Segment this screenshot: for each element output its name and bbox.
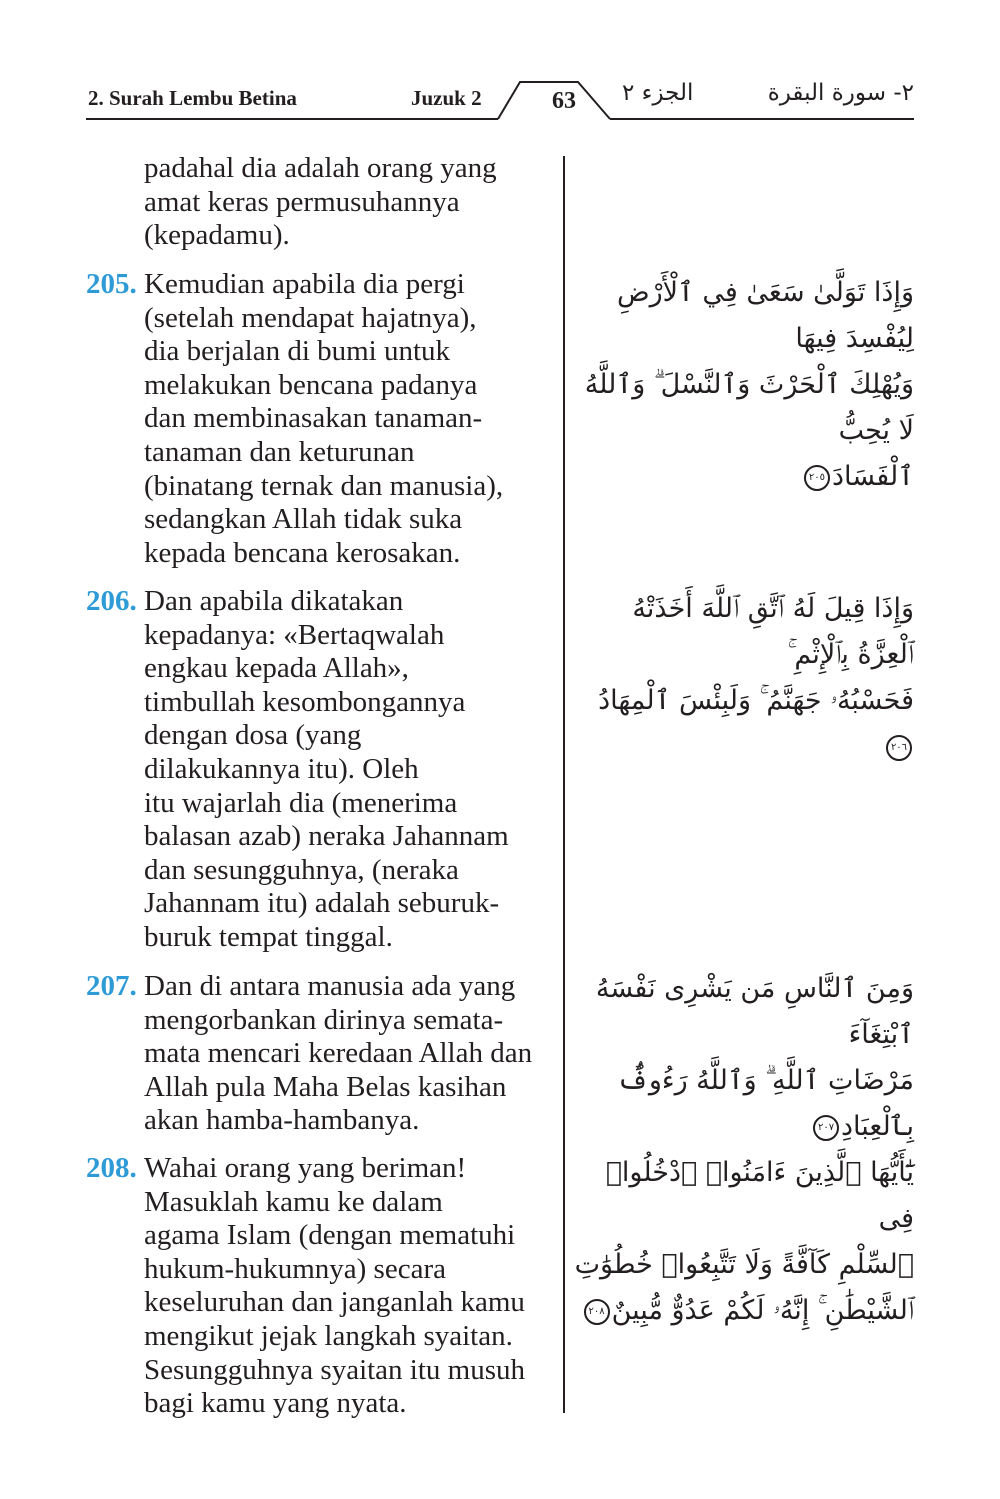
column-divider <box>563 156 565 1413</box>
arabic-line: فَحَسْبُهُۥ جَهَنَّمُ ۚ وَلَبِئْسَ ٱلْمِهَادُ <box>598 685 914 716</box>
text-line: dia berjalan di bumi untuk <box>144 335 451 368</box>
text-line: dilakukannya itu). Oleh <box>144 752 419 785</box>
text-line: mengorbankan dirinya semata- <box>144 1003 504 1036</box>
text-line: agama Islam (dengan mematuhi <box>144 1219 516 1252</box>
text-line: Dan di antara manusia ada yang <box>144 970 516 1002</box>
text-line: melakukan bencana padanya <box>144 368 478 401</box>
arabic-line: مَرْضَاتِ ٱللَّهِ ۗ وَٱللَّهُ رَءُوفٌۢ بِٱلْعِبَادِ <box>617 1065 914 1142</box>
arabic-line: وَيُهْلِكَ ٱلْحَرْثَ وَٱلنَّسْلَ ۗ وَٱللَّهُ لَا يُحِبُّ <box>584 369 914 446</box>
arabic-line: ٱلْفَسَادَ <box>831 461 914 492</box>
ayah-end-marker: ٢٠٨ <box>584 1299 610 1325</box>
text-line: Masuklah kamu ke dalam <box>144 1185 443 1218</box>
arabic-line: ٱلشَّيْطَٰنِ ۚ إِنَّهُۥ لَكُمْ عَدُوٌّ مُّبِينٌ <box>611 1295 914 1326</box>
text-line: Sesungguhnya syaitan itu musuh <box>144 1353 526 1386</box>
verse-translation-206 <box>144 585 559 955</box>
ayah-end-marker: ٢٠٧ <box>813 1115 839 1141</box>
text-line: dan sesungguhnya, (neraka <box>144 853 459 886</box>
verse-translation-207 <box>144 970 559 1138</box>
text-line: padahal dia adalah orang yang <box>144 152 497 184</box>
text-line: timbullah kesombongannya <box>144 685 466 718</box>
text-line: dan membinasakan tanaman- <box>144 402 483 435</box>
arabic-verse-205 <box>574 270 914 500</box>
text-line: kepada bencana kerosakan. <box>144 536 461 569</box>
arabic-verse-207 <box>574 966 914 1150</box>
text-line: akan hamba-hambanya. <box>144 1104 420 1137</box>
text-line: Wahai orang yang beriman! <box>144 1152 467 1184</box>
arabic-line: وَإِذَا قِيلَ لَهُ ٱتَّقِ ٱللَّهَ أَخَذَتْهُ ٱلْعِزَّةُ بِٱلْإِثْمِ ۚ <box>632 593 914 670</box>
arabic-line: وَإِذَا تَوَلَّىٰ سَعَىٰ فِي ٱلْأَرْضِ لِيُفْسِدَ فِيهَا <box>616 277 914 354</box>
text-line: buruk tempat tinggal. <box>144 920 393 953</box>
verse-number-208: 208. <box>86 1152 137 1184</box>
text-line: tanaman dan keturunan <box>144 435 415 468</box>
arabic-line: ٱلسِّلْمِ كَآفَّةً وَلَا تَتَّبِعُوا۟ خُطُوَٰتِ <box>574 1249 914 1280</box>
text-line: itu wajarlah dia (menerima <box>144 786 458 819</box>
verse-number-205: 205. <box>86 268 137 300</box>
text-line: (setelah mendapat hajatnya), <box>144 301 477 334</box>
text-line: keseluruhan dan janganlah kamu <box>144 1286 525 1319</box>
text-line: sedangkan Allah tidak suka <box>144 503 463 536</box>
verse-translation-208 <box>144 1152 559 1421</box>
verse-number-206: 206. <box>86 585 137 617</box>
ayah-end-marker: ٢٠٦ <box>886 735 912 761</box>
text-line: bagi kamu yang nyata. <box>144 1387 407 1420</box>
juz-label-arabic: الجزء ٢ <box>622 80 694 106</box>
juz-label-latin: Juzuk 2 <box>411 86 482 110</box>
text-line: mengikut jejak langkah syaitan. <box>144 1319 513 1352</box>
text-line: Allah pula Maha Belas kasihan <box>144 1070 507 1103</box>
text-line: engkau kepada Allah», <box>144 652 409 685</box>
text-line: balasan azab) neraka Jahannam <box>144 820 509 853</box>
verse-translation-205 <box>144 268 559 570</box>
arabic-line: يَٰٓأَيُّهَا ٱلَّذِينَ ءَامَنُوا۟ ٱدْخُلُوا۟ فِى <box>605 1157 914 1234</box>
surah-title-arabic: ٢- سورة البقرة <box>767 80 914 106</box>
arabic-verse-206 <box>574 586 914 770</box>
verse-number-207: 207. <box>86 970 137 1002</box>
text-line: amat keras permusuhannya <box>144 185 460 218</box>
ayah-end-marker: ٢٠٥ <box>804 465 830 491</box>
text-line: mata mencari keredaan Allah dan <box>144 1037 533 1070</box>
surah-title-latin: 2. Surah Lembu Betina <box>88 86 297 110</box>
arabic-line: وَمِنَ ٱلنَّاسِ مَن يَشْرِى نَفْسَهُ ٱبْتِغَآءَ <box>595 973 914 1050</box>
text-line: (binatang ternak dan manusia), <box>144 469 504 502</box>
text-line: Jahannam itu) adalah seburuk- <box>144 887 500 920</box>
text-line: kepadanya: «Bertaqwalah <box>144 618 445 651</box>
text-line: (kepadamu). <box>144 219 290 252</box>
text-line: dengan dosa (yang <box>144 719 362 752</box>
page-number: 63 <box>552 88 576 114</box>
page-header <box>0 0 1000 130</box>
text-line: Kemudian apabila dia pergi <box>144 268 465 300</box>
continuation-text <box>144 152 559 253</box>
text-line: Dan apabila dikatakan <box>144 585 404 617</box>
text-line: hukum-hukumnya) secara <box>144 1252 446 1285</box>
arabic-verse-208 <box>574 1150 914 1334</box>
